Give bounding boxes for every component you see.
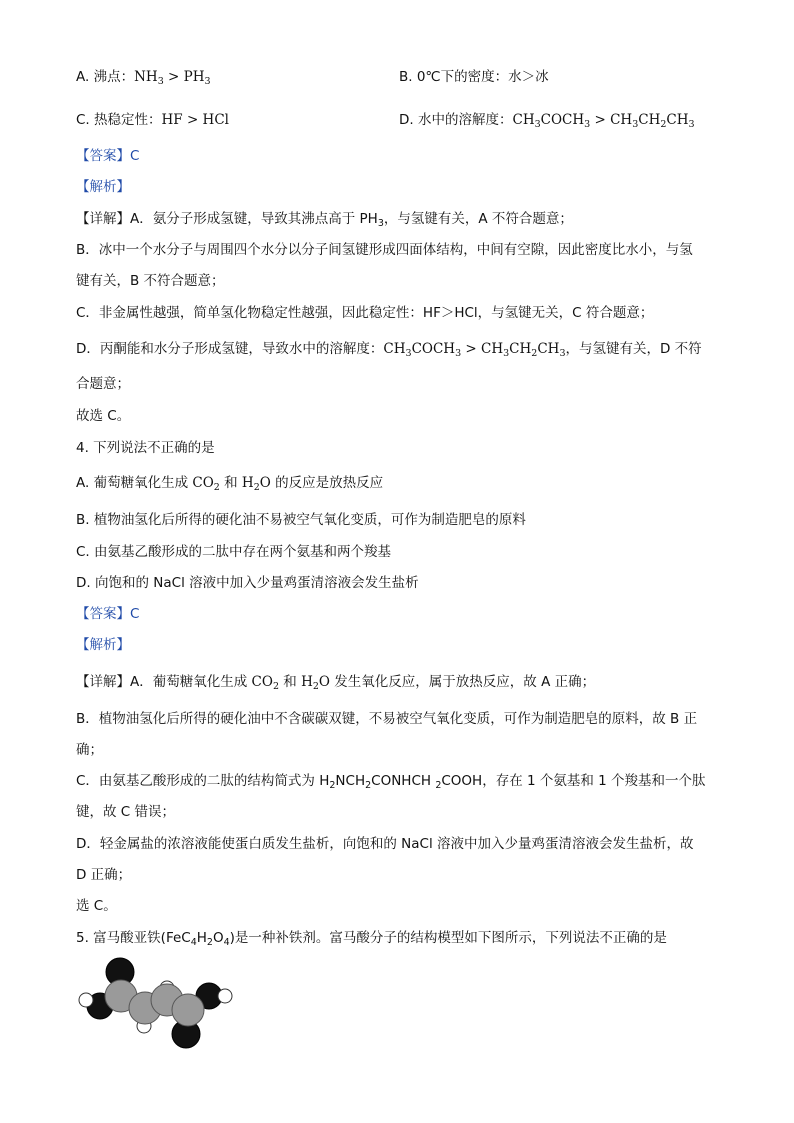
q3-detail-line-7: 故选 C。 [76, 408, 131, 424]
q4-option-d: D. 向饱和的 NaCl 溶液中加入少量鸡蛋清溶液会发生盐析 [76, 575, 419, 591]
q4-analysis-heading: 【解析】 [76, 637, 130, 653]
q3-option-c: C. 热稳定性：HF > HCl [76, 112, 229, 128]
q4-detail-line-3: 确； [76, 742, 103, 758]
q4-detail-line-7: D 正确； [76, 867, 132, 883]
fumaric-acid-model [70, 952, 240, 1052]
q4-option-b: B. 植物油氢化后所得的硬化油不易被空气氧化变质，可作为制造肥皂的原料 [76, 512, 526, 528]
q4-detail-line-2: B．植物油氢化后所得的硬化油中不含碳碳双键，不易被空气氧化变质，可作为制造肥皂的原料，故 B 正 [76, 711, 698, 727]
q4-detail-line-8: 选 C。 [76, 898, 117, 914]
q5-stem: 5. 富马酸亚铁$(FeC_4H_2O_4)$是一种补铁剂。富马酸分子的结构模型如下图所示，下列说法不正确的是 [76, 930, 667, 948]
hydrogen-atom [218, 989, 232, 1003]
q3-option-d: D. 水中的溶解度：$CH_3COCH_3 > CH_3CH_2CH_3$ [399, 112, 695, 130]
q4-detail-line-5: 键，故 C 错误； [76, 804, 176, 820]
q3-detail-line-6: 合题意； [76, 376, 130, 392]
q4-option-a: A. 葡萄糖氧化生成 $CO_2$ 和 $H_2O$ 的反应是放热反应 [76, 475, 384, 493]
q3-detail-line-3: 键有关，B 不符合题意； [76, 273, 225, 289]
q3-detail-line-1: 【详解】A．氨分子形成氢键，导致其沸点高于 $PH_3$，与氢键有关，A 不符合题意； [76, 211, 573, 229]
q4-stem: 4. 下列说法不正确的是 [76, 440, 215, 456]
q4-answer: 【答案】C [76, 606, 140, 622]
q4-detail-line-6: D．轻金属盐的浓溶液能使蛋白质发生盐析，向饱和的 NaCl 溶液中加入少量鸡蛋清溶液会发生盐析，故 [76, 836, 694, 852]
q3-detail-line-4: C．非金属性越强，简单氢化物稳定性越强，因此稳定性：HF＞HCl，与氢键无关，C 符合题意； [76, 305, 654, 321]
q3-option-a: A. 沸点：$NH_3 > PH_3$ [76, 69, 211, 87]
q4-detail-line-1: 【详解】A．葡萄糖氧化生成 $CO_2$ 和 $H_2O$ 发生氧化反应，属于放热反应，故 A 正确； [76, 674, 596, 692]
q3-detail-line-5: D．丙酮能和水分子形成氢键，导致水中的溶解度：$CH_3COCH_3 > CH_3CH_2CH_3$，与氢键有关，D 不符 [76, 341, 702, 359]
q3-option-b: B. 0℃下的密度：水＞冰 [399, 69, 549, 85]
q3-answer: 【答案】C [76, 148, 140, 164]
carbon-atom [172, 994, 204, 1026]
q3-analysis-heading: 【解析】 [76, 179, 130, 195]
q4-detail-line-4: C．由氨基乙酸形成的二肽的结构简式为 $H_2NCH_2CONHCH$ $_2$COOH，存在 1 个氨基和 1 个羧基和一个肽 [76, 773, 706, 791]
hydrogen-atom [79, 993, 93, 1007]
q4-option-c: C. 由氨基乙酸形成的二肽中存在两个氨基和两个羧基 [76, 544, 392, 560]
q3-detail-line-2: B．冰中一个水分子与周围四个水分以分子间氢键形成四面体结构，中间有空隙，因此密度比水小，与氢 [76, 242, 693, 258]
